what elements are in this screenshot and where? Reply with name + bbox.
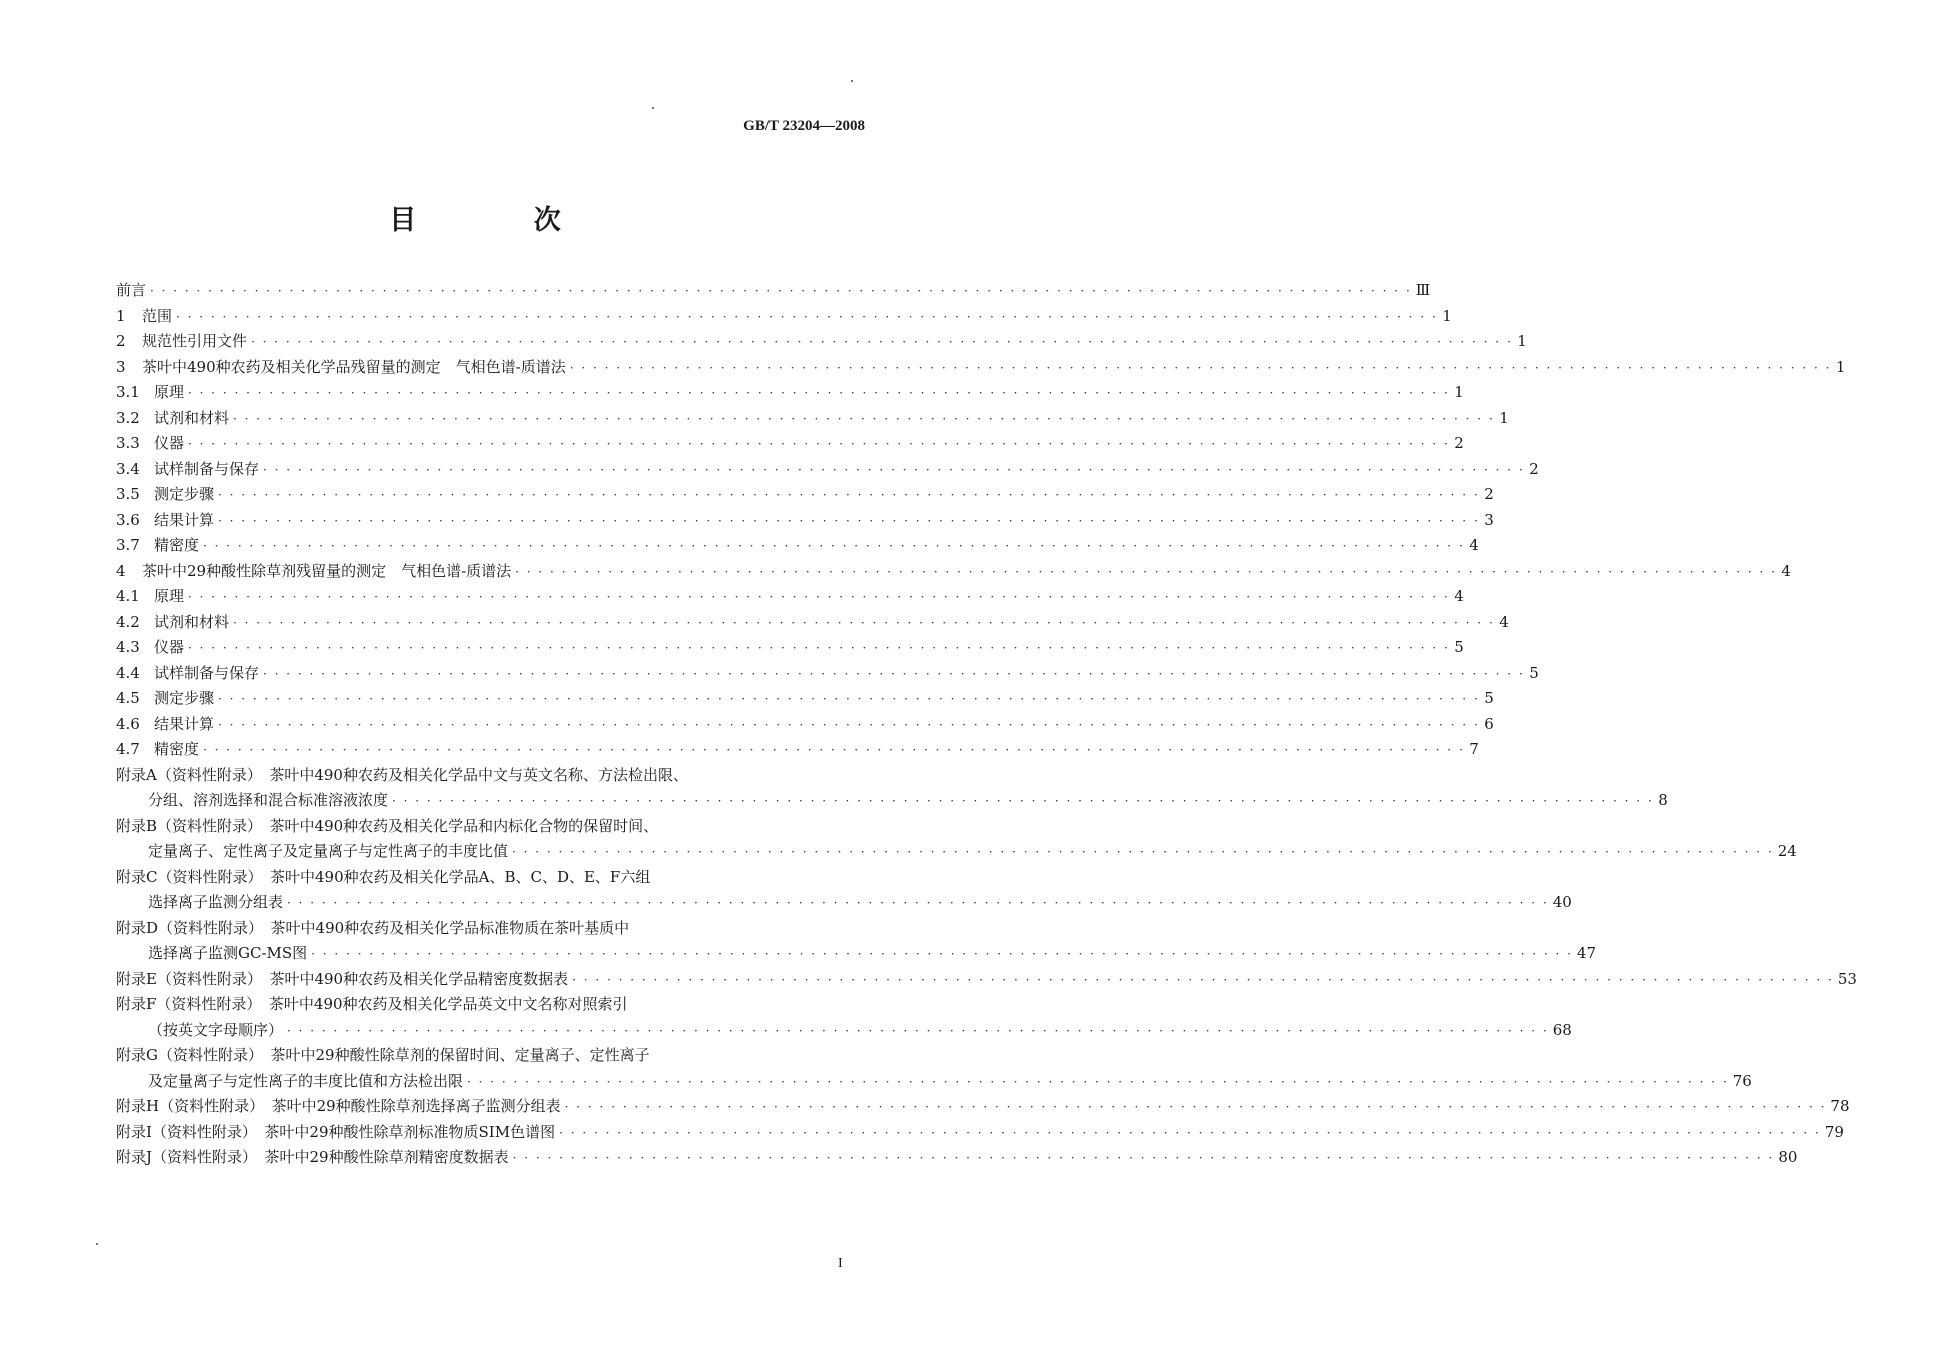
- toc-entry-text: 附录C（资料性附录） 茶叶中490种农药及相关化学品A、B、C、D、E、F六组: [116, 867, 651, 886]
- dot-leader: · · · · · · · · · · · · · · · · · · · · · · · · · · · · · · · · · · · · · · · · · · · · · · · · · · · · · · · · · · · · · · · · · · · · · · · · · · · · · · · · · · · · · · · · · · · · · · · · · · · · · · · · · · · · ·: [512, 1151, 1775, 1165]
- dot-leader: · · · · · · · · · · · · · · · · · · · · · · · · · · · · · · · · · · · · · · · · · · · · · · · · · · · · · · · · · · · · · · · · · · · · · · · · · · · · · · · · · · · · · · · · · · · · · · · · · · · · · · · · · · · · ·: [203, 539, 1465, 553]
- toc-entry-text: 茶叶中490种农药及相关化学品残留量的测定 气相色谱-质谱法: [142, 357, 566, 376]
- toc-entry-label: [116, 278, 146, 304]
- toc-entry-page: 2: [1529, 459, 1539, 478]
- toc-entry-label: [116, 916, 629, 942]
- scan-speck: [851, 80, 853, 82]
- toc-entry-text: 及定量离子与定性离子的丰度比值和方法检出限: [148, 1071, 464, 1090]
- toc-entry: [116, 686, 1494, 712]
- dot-leader: · · · · · · · · · · · · · · · · · · · · · · · · · · · · · · · · · · · · · · · · · · · · · · · · · · · · · · · · · · · · · · · · · · · · · · · · · · · · · · · · · · · · · · · · · · · · · · · · · · · · · · · · · · · · ·: [263, 666, 1525, 681]
- toc-entry-number: 3: [116, 357, 126, 376]
- toc-entry: [116, 814, 866, 840]
- toc-entry-page: 53: [1837, 969, 1857, 988]
- toc-entry-page: 4: [1454, 587, 1464, 605]
- toc-entry-text: 选择离子监测分组表: [148, 893, 284, 911]
- toc-entry: [116, 916, 866, 942]
- toc-entry-label: [116, 941, 307, 967]
- toc-entry-label: [116, 788, 388, 814]
- standard-number: GB/T 23204—2008: [743, 118, 865, 134]
- toc-entry-text: 附录D（资料性附录） 茶叶中490种农药及相关化学品标准物质在茶叶基质中: [116, 918, 630, 937]
- toc-entry-label: [116, 1120, 555, 1146]
- dot-leader: · · · · · · · · · · · · · · · · · · · · · · · · · · · · · · · · · · · · · · · · · · · · · · · · · · · · · · · · · · · · · · · · · · · · · · · · · · · · · · · · · · · · · · · · · · · · · · · · · · · · · · · · · · · · ·: [218, 513, 1480, 528]
- toc-entry-label: [116, 635, 184, 661]
- toc-entry: [116, 329, 1527, 355]
- toc-entry: [116, 661, 1539, 687]
- toc-entry-label: [116, 1145, 509, 1171]
- dot-leader: · · · · · · · · · · · · · · · · · · · · · · · · · · · · · · · · · · · · · · · · · · · · · · · · · · · · · · · · · · · · · · · · · · · · · · · · · · · · · · · · · · · · · · · · · · · · · · · · · · · · · · · · · · · · ·: [176, 309, 1438, 324]
- toc-entry-text: 仪器: [154, 434, 185, 452]
- toc-entry-text: 附录I（资料性附录） 茶叶中29种酸性除草剂标准物质SIM色谱图: [116, 1122, 556, 1141]
- toc-entry: [116, 1120, 1844, 1146]
- dot-leader: · · · · · · · · · · · · · · · · · · · · · · · · · · · · · · · · · · · · · · · · · · · · · · · · · · · · · · · · · · · · · · · · · · · · · · · · · · · · · · · · · · · · · · · · · · · · · · · · · · · · · · · · · · · · ·: [218, 488, 1480, 502]
- toc-entry-number: 4.2: [116, 612, 140, 631]
- dot-leader: · · · · · · · · · · · · · · · · · · · · · · · · · · · · · · · · · · · · · · · · · · · · · · · · · · · · · · · · · · · · · · · · · · · · · · · · · · · · · · · · · · · · · · · · · · · · · · · · · · · · · · · · · · · · ·: [188, 386, 1450, 400]
- toc-entry: [116, 1069, 1752, 1095]
- dot-leader: · · · · · · · · · · · · · · · · · · · · · · · · · · · · · · · · · · · · · · · · · · · · · · · · · · · · · · · · · · · · · · · · · · · · · · · · · · · · · · · · · · · · · · · · · · · · · · · · · · · · · · · · · · · · ·: [572, 972, 1834, 987]
- toc-entry-text: 测定步骤: [154, 689, 215, 707]
- toc-entry: [116, 482, 1494, 508]
- toc-entry-number: 4: [116, 561, 126, 580]
- toc-entry: [116, 610, 1509, 636]
- toc-entry-label: [116, 431, 184, 457]
- toc-entry-label: [116, 610, 229, 636]
- toc-entry-number: 4.7: [116, 740, 140, 758]
- toc-entry-text: 附录J（资料性附录） 茶叶中29种酸性除草剂精密度数据表: [116, 1148, 509, 1166]
- toc-entry-page: 40: [1552, 893, 1572, 911]
- dot-leader: · · · · · · · · · · · · · · · · · · · · · · · · · · · · · · · · · · · · · · · · · · · · · · · · · · · · · · · · · · · · · · · · · · · · · · · · · · · · · · · · · · · · · · · · · · · · · · · · · · · · · · · · · · · · ·: [392, 794, 1654, 808]
- dot-leader: · · · · · · · · · · · · · · · · · · · · · · · · · · · · · · · · · · · · · · · · · · · · · · · · · · · · · · · · · · · · · · · · · · · · · · · · · · · · · · · · · · · · · · · · · · · · · · · · · · · · · · · · · · · · ·: [233, 411, 1495, 426]
- toc-entry-page: 4: [1781, 561, 1791, 580]
- scan-speck: [652, 107, 654, 109]
- toc-entry-text: 选择离子监测GC-MS图: [148, 944, 308, 962]
- toc-entry-number: 4.6: [116, 714, 140, 733]
- toc-entry-page: 1: [1517, 332, 1527, 350]
- toc-entry: [116, 508, 1494, 534]
- toc-entry-label: [116, 533, 199, 559]
- toc-entry-page: 79: [1824, 1122, 1844, 1141]
- toc-entry-page: 47: [1576, 944, 1597, 962]
- toc-entry-number: 1: [116, 306, 126, 325]
- toc-entry-text: 试样制备与保存: [154, 459, 260, 478]
- toc-entry-text: 附录H（资料性附录） 茶叶中29种酸性除草剂选择离子监测分组表: [116, 1097, 561, 1115]
- toc-entry: [116, 1043, 866, 1069]
- toc-entry-page: 24: [1777, 842, 1797, 860]
- toc-entry-label: [116, 559, 511, 585]
- toc-entry-text: 原理: [154, 587, 185, 605]
- dot-leader: · · · · · · · · · · · · · · · · · · · · · · · · · · · · · · · · · · · · · · · · · · · · · · · · · · · · · · · · · · · · · · · · · · · · · · · · · · · · · · · · · · · · · · · · · · · · · · · · · · · · · · · · · · · · ·: [263, 462, 1525, 477]
- toc-entry: [116, 355, 1846, 381]
- dot-leader: · · · · · · · · · · · · · · · · · · · · · · · · · · · · · · · · · · · · · · · · · · · · · · · · · · · · · · · · · · · · · · · · · · · · · · · · · · · · · · · · · · · · · · · · · · · · · · · · · · · · · · · · · · · · ·: [251, 335, 1513, 349]
- toc-entry: [116, 304, 1452, 330]
- toc-entry-label: [116, 380, 184, 406]
- table-of-contents: [116, 278, 1857, 1171]
- dot-leader: · · · · · · · · · · · · · · · · · · · · · · · · · · · · · · · · · · · · · · · · · · · · · · · · · · · · · · · · · · · · · · · · · · · · · · · · · · · · · · · · · · · · · · · · · · · · · · · · · · · · · · · · · · · · ·: [564, 1100, 1827, 1114]
- page-number: I: [838, 1256, 843, 1271]
- toc-entry-label: [116, 508, 214, 534]
- toc-entry: [116, 635, 1464, 661]
- toc-entry: [116, 380, 1464, 406]
- toc-entry-page: 1: [1454, 383, 1464, 401]
- toc-entry-page: 1: [1835, 357, 1846, 376]
- toc-entry: [116, 431, 1464, 457]
- dot-leader: · · · · · · · · · · · · · · · · · · · · · · · · · · · · · · · · · · · · · · · · · · · · · · · · · · · · · · · · · · · · · · · · · · · · · · · · · · · · · · · · · · · · · · · · · · · · · · · · · · · · · · · · · · · · ·: [467, 1074, 1729, 1089]
- toc-entry: [116, 278, 1431, 304]
- toc-entry-page: 7: [1469, 740, 1479, 758]
- toc-entry-label: [116, 1094, 561, 1120]
- toc-entry-text: 附录E（资料性附录） 茶叶中490种农药及相关化学品精密度数据表: [116, 969, 569, 988]
- toc-entry-label: [116, 457, 259, 483]
- toc-entry-text: 试剂和材料: [154, 408, 230, 427]
- toc-entry: [116, 559, 1791, 585]
- toc-entry: [116, 992, 866, 1018]
- dot-leader: · · · · · · · · · · · · · · · · · · · · · · · · · · · · · · · · · · · · · · · · · · · · · · · · · · · · · · · · · · · · · · · · · · · · · · · · · · · · · · · · · · · · · · · · · · · · · · · · · · · · · · · · · · · · ·: [287, 1023, 1549, 1038]
- toc-entry-number: 3.4: [116, 459, 140, 478]
- toc-entry-label: [116, 686, 214, 712]
- toc-entry-number: 4.1: [116, 587, 140, 605]
- toc-entry-text: （按英文字母顺序）: [148, 1020, 284, 1039]
- toc-entry-number: 4.4: [116, 663, 140, 682]
- dot-leader: · · · · · · · · · · · · · · · · · · · · · · · · · · · · · · · · · · · · · · · · · · · · · · · · · · · · · · · · · · · · · · · · · · · · · · · · · · · · · · · · · · · · · · · · · · · · · · · · · · · · · · · · · · · · ·: [233, 615, 1495, 630]
- toc-entry-page: 3: [1484, 510, 1494, 529]
- toc-entry-label: [116, 737, 199, 763]
- toc-entry-number: 3.3: [116, 434, 140, 452]
- toc-entry-label: [116, 763, 688, 789]
- dot-leader: · · · · · · · · · · · · · · · · · · · · · · · · · · · · · · · · · · · · · · · · · · · · · · · · · · · · · · · · · · · · · · · · · · · · · · · · · · · · · · · · · · · · · · · · · · · · · · · · · · · · · · · · · · · · ·: [218, 692, 1480, 706]
- dot-leader: · · · · · · · · · · · · · · · · · · · · · · · · · · · · · · · · · · · · · · · · · · · · · · · · · · · · · · · · · · · · · · · · · · · · · · · · · · · · · · · · · · · · · · · · · · · · · · · · · · · · · · · · · · · · ·: [188, 437, 1450, 451]
- dot-leader: · · · · · · · · · · · · · · · · · · · · · · · · · · · · · · · · · · · · · · · · · · · · · · · · · · · · · · · · · · · · · · · · · · · · · · · · · · · · · · · · · · · · · · · · · · · · · · · · · · · · · · · · · · · · ·: [188, 590, 1450, 604]
- page-title: 目 次: [389, 205, 615, 236]
- toc-entry: [116, 865, 866, 891]
- toc-entry-text: 结果计算: [154, 714, 215, 733]
- toc-entry: [116, 941, 1597, 967]
- toc-entry-page: 1: [1442, 306, 1452, 325]
- toc-entry-number: 3.5: [116, 485, 140, 503]
- dot-leader: · · · · · · · · · · · · · · · · · · · · · · · · · · · · · · · · · · · · · · · · · · · · · · · · · · · · · · · · · · · · · · · · · · · · · · · · · · · · · · · · · · · · · · · · · · · · · · · · · · · · · · · · · · · · ·: [569, 360, 1832, 375]
- toc-entry-number: 4.3: [116, 638, 140, 656]
- toc-entry-page: Ⅲ: [1415, 281, 1431, 299]
- toc-entry: [116, 890, 1572, 916]
- toc-entry-number: 3.6: [116, 510, 140, 529]
- toc-entry-text: 精密度: [154, 740, 200, 758]
- dot-leader: · · · · · · · · · · · · · · · · · · · · · · · · · · · · · · · · · · · · · · · · · · · · · · · · · · · · · · · · · · · · · · · · · · · · · · · · · · · · · · · · · · · · · · · · · · · · · · · · · · · · · · · · · · · · ·: [188, 641, 1450, 655]
- toc-entry-label: [116, 406, 229, 432]
- toc-entry: [116, 967, 1857, 993]
- toc-entry-number: 4.5: [116, 689, 140, 707]
- toc-entry: [116, 712, 1494, 738]
- toc-entry-label: [116, 355, 566, 381]
- dot-leader: · · · · · · · · · · · · · · · · · · · · · · · · · · · · · · · · · · · · · · · · · · · · · · · · · · · · · · · · · · · · · · · · · · · · · · · · · · · · · · · · · · · · · · · · · · · · · · · · · · · · · · · · · · · · ·: [311, 947, 1573, 961]
- toc-entry-page: 5: [1529, 663, 1539, 682]
- toc-entry-page: 80: [1778, 1148, 1798, 1166]
- toc-entry-text: 附录F（资料性附录） 茶叶中490种农药及相关化学品英文中文名称对照索引: [116, 995, 628, 1013]
- toc-entry: [116, 533, 1479, 559]
- toc-entry-text: 规范性引用文件: [142, 332, 248, 350]
- toc-entry-label: [116, 1018, 283, 1044]
- toc-entry-label: [116, 1043, 650, 1069]
- dot-leader: · · · · · · · · · · · · · · · · · · · · · · · · · · · · · · · · · · · · · · · · · · · · · · · · · · · · · · · · · · · · · · · · · · · · · · · · · · · · · · · · · · · · · · · · · · · · · · · · · · · · · · · · · · · · ·: [287, 896, 1549, 910]
- toc-entry-label: [116, 584, 184, 610]
- toc-entry-text: 茶叶中29种酸性除草剂残留量的测定 气相色谱-质谱法: [142, 561, 512, 580]
- toc-entry-label: [116, 661, 259, 687]
- toc-entry-page: 2: [1484, 485, 1494, 503]
- toc-entry-text: 试剂和材料: [154, 612, 230, 631]
- toc-entry: [116, 1145, 1798, 1171]
- toc-entry-page: 78: [1830, 1097, 1850, 1115]
- dot-leader: · · · · · · · · · · · · · · · · · · · · · · · · · · · · · · · · · · · · · · · · · · · · · · · · · · · · · · · · · · · · · · · · · · · · · · · · · · · · · · · · · · · · · · · · · · · · · · · · · · · · · · · · · · · · ·: [559, 1125, 1821, 1140]
- toc-entry-label: [116, 992, 628, 1018]
- toc-entry: [116, 406, 1509, 432]
- toc-entry-text: 分组、溶剂选择和混合标准溶液浓度: [148, 791, 389, 809]
- toc-entry-text: 附录B（资料性附录） 茶叶中490种农药及相关化学品和内标化合物的保留时间、: [116, 816, 659, 835]
- toc-entry-text: 范围: [142, 306, 173, 325]
- toc-entry-label: [116, 1069, 463, 1095]
- toc-entry-text: 精密度: [154, 536, 200, 554]
- toc-entry-text: 结果计算: [154, 510, 215, 529]
- toc-entry-number: 3.2: [116, 408, 140, 427]
- toc-entry-number: 3.1: [116, 383, 140, 401]
- dot-leader: · · · · · · · · · · · · · · · · · · · · · · · · · · · · · · · · · · · · · · · · · · · · · · · · · · · · · · · · · · · · · · · · · · · · · · · · · · · · · · · · · · · · · · · · · · · · · · · · · · · · · · · · · · · · ·: [515, 564, 1777, 579]
- toc-entry-page: 2: [1454, 434, 1464, 452]
- toc-entry: [116, 788, 1668, 814]
- toc-entry-page: 5: [1484, 689, 1494, 707]
- toc-entry-label: [116, 814, 658, 840]
- scan-speck: [96, 1243, 98, 1245]
- toc-entry-page: 5: [1454, 638, 1464, 656]
- dot-leader: · · · · · · · · · · · · · · · · · · · · · · · · · · · · · · · · · · · · · · · · · · · · · · · · · · · · · · · · · · · · · · · · · · · · · · · · · · · · · · · · · · · · · · · · · · · · · · · · · · · · · · · · · · · · ·: [203, 743, 1465, 757]
- toc-entry: [116, 1094, 1850, 1120]
- toc-entry-text: 附录G（资料性附录） 茶叶中29种酸性除草剂的保留时间、定量离子、定性离子: [116, 1046, 650, 1064]
- toc-entry: [116, 584, 1464, 610]
- toc-entry-label: [116, 712, 214, 738]
- toc-entry-label: [116, 304, 172, 330]
- toc-entry-text: 附录A（资料性附录） 茶叶中490种农药及相关化学品中文与英文名称、方法检出限、: [116, 765, 688, 784]
- toc-entry-page: 68: [1552, 1020, 1572, 1039]
- toc-entry-page: 1: [1499, 408, 1509, 427]
- toc-entry-text: 定量离子、定性离子及定量离子与定性离子的丰度比值: [148, 842, 509, 860]
- toc-entry-page: 6: [1484, 714, 1494, 733]
- toc-entry: [116, 763, 866, 789]
- dot-leader: · · · · · · · · · · · · · · · · · · · · · · · · · · · · · · · · · · · · · · · · · · · · · · · · · · · · · · · · · · · · · · · · · · · · · · · · · · · · · · · · · · · · · · · · · · · · · · · · · · · · · · · · · · · · ·: [150, 284, 1412, 298]
- toc-entry-text: 前言: [116, 281, 147, 299]
- toc-entry: [116, 737, 1479, 763]
- toc-entry-label: [116, 865, 650, 891]
- dot-leader: · · · · · · · · · · · · · · · · · · · · · · · · · · · · · · · · · · · · · · · · · · · · · · · · · · · · · · · · · · · · · · · · · · · · · · · · · · · · · · · · · · · · · · · · · · · · · · · · · · · · · · · · · · · · ·: [512, 845, 1774, 859]
- toc-entry-page: 4: [1499, 612, 1509, 631]
- dot-leader: · · · · · · · · · · · · · · · · · · · · · · · · · · · · · · · · · · · · · · · · · · · · · · · · · · · · · · · · · · · · · · · · · · · · · · · · · · · · · · · · · · · · · · · · · · · · · · · · · · · · · · · · · · · · ·: [218, 717, 1480, 732]
- toc-entry-text: 试样制备与保存: [154, 663, 260, 682]
- toc-entry-label: [116, 839, 508, 865]
- toc-entry-label: [116, 329, 247, 355]
- toc-entry-text: 仪器: [154, 638, 185, 656]
- toc-entry-page: 8: [1658, 791, 1668, 809]
- toc-entry-page: 76: [1732, 1071, 1752, 1090]
- toc-entry-label: [116, 482, 214, 508]
- toc-entry-number: 2: [116, 332, 126, 350]
- toc-entry-number: 3.7: [116, 536, 140, 554]
- toc-entry-label: [116, 890, 283, 916]
- toc-entry: [116, 839, 1797, 865]
- toc-entry: [116, 457, 1539, 483]
- toc-entry-text: 测定步骤: [154, 485, 215, 503]
- toc-entry: [116, 1018, 1572, 1044]
- toc-entry-page: 4: [1469, 536, 1479, 554]
- toc-entry-label: [116, 967, 568, 993]
- toc-entry-text: 原理: [154, 383, 185, 401]
